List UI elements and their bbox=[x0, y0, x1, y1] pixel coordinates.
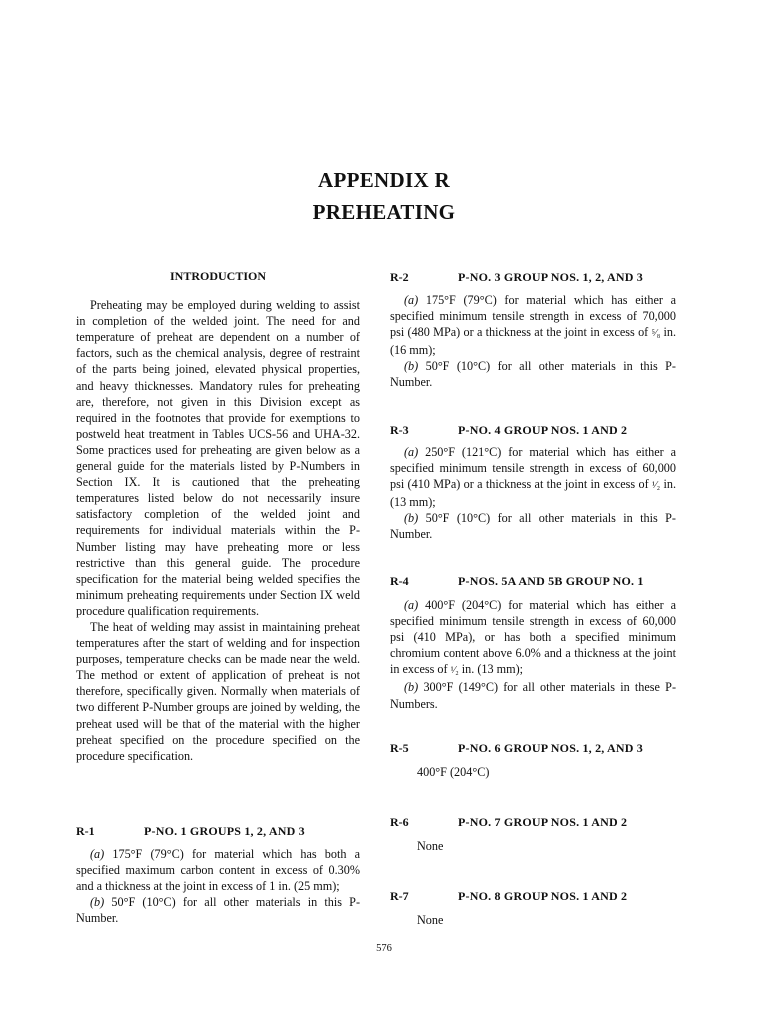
r3-item-a bbox=[390, 444, 676, 510]
r5-text: 400°F (204°C) bbox=[417, 765, 490, 779]
r3-a-text: 250°F (121°C) for material which has either a specified minimum tensile strength in excess of 60,000 psi (410 MPa) or a thickness at the joint in excess of bbox=[390, 445, 676, 492]
section-number-r6: R-6 bbox=[390, 815, 409, 829]
r2-item-a bbox=[390, 292, 676, 358]
section-heading-r4: P-NOS. 5A AND 5B GROUP NO. 1 bbox=[458, 574, 644, 588]
r1-item-a bbox=[76, 846, 360, 894]
section-number-r5: R-5 bbox=[390, 741, 409, 755]
section-heading-r1: P-NO. 1 GROUPS 1, 2, AND 3 bbox=[144, 824, 305, 838]
r1-b-label: (b) bbox=[90, 895, 105, 910]
r1-a-text: 175°F (79°C) for material which has both a specified maximum carbon content in excess of 0.30% and a thickness at the joint in excess of 1 in. (25 mm); bbox=[76, 847, 361, 894]
section-number-r4: R-4 bbox=[390, 574, 409, 588]
page-number: 576 bbox=[376, 943, 392, 954]
r6-text: None bbox=[417, 839, 444, 853]
section-body-r3 bbox=[390, 444, 676, 543]
r2-b-label: (b) bbox=[404, 359, 419, 374]
section-body-r7 bbox=[403, 912, 673, 928]
section-heading-r7: P-NO. 8 GROUP NOS. 1 AND 2 bbox=[458, 889, 628, 903]
appendix-title: APPENDIX R bbox=[318, 168, 450, 192]
r3-a-fraction: ¹⁄₂ bbox=[651, 480, 661, 492]
r2-a-tail: in. (16 mm); bbox=[390, 325, 677, 358]
section-heading-r5: P-NO. 6 GROUP NOS. 1, 2, AND 3 bbox=[458, 741, 644, 755]
section-heading-r6: P-NO. 7 GROUP NOS. 1 AND 2 bbox=[458, 815, 628, 829]
r3-b-label: (b) bbox=[404, 511, 419, 526]
section-body-r1 bbox=[76, 846, 360, 926]
intro-paragraph-2: The heat of welding may assist in maintaining preheat temperatures after the start of welding and for inspection purposes, temperature checks can be made near the weld. The method or extent of application of preheat is not therefore, specifically given. Normally when materials of two different P-Number groups are joined by welding, the preheat used will be that of the material with the higher preheat specified on the procedure specified on the procedure specification. bbox=[76, 619, 360, 763]
r3-item-b bbox=[390, 510, 676, 542]
r4-b-label: (b) bbox=[404, 680, 419, 695]
r4-a-label: (a) bbox=[404, 598, 419, 612]
r2-a-fraction: ⁵⁄₈ bbox=[651, 328, 661, 340]
r4-item-a bbox=[390, 597, 676, 679]
r4-a-fraction: ¹⁄₂ bbox=[450, 665, 459, 677]
r2-a-text: 175°F (79°C) for material which has either a specified minimum tensile strength in excess of 70,000 psi (480 MPa) or a thickness at the joint in excess of bbox=[390, 293, 677, 340]
r2-a-label: (a) bbox=[404, 293, 419, 307]
intro-heading: INTRODUCTION bbox=[169, 269, 266, 283]
r1-b-text: 50°F (10°C) for all other materials in this P-Number. bbox=[76, 895, 360, 926]
section-body-r4 bbox=[390, 597, 676, 712]
section-heading-r2: P-NO. 3 GROUP NOS. 1, 2, AND 3 bbox=[458, 270, 644, 284]
section-body-r6 bbox=[403, 838, 673, 854]
r4-b-text: 300°F (149°C) for all other materials in these P-Numbers. bbox=[390, 680, 677, 711]
r4-a-tail: in. (13 mm); bbox=[461, 662, 524, 677]
section-body-r2 bbox=[390, 292, 676, 391]
r7-text: None bbox=[417, 913, 444, 927]
section-number-r7: R-7 bbox=[390, 889, 409, 903]
section-number-r3: R-3 bbox=[390, 423, 409, 437]
section-body-r5 bbox=[403, 764, 673, 780]
r3-a-tail: in. (13 mm); bbox=[390, 477, 676, 510]
appendix-subtitle: PREHEATING bbox=[312, 200, 456, 224]
r4-a-text: 400°F (204°C) for material which has either a specified minimum tensile strength in excess of 60,000 psi (410 MPa), or has both a specified minimum chromium content above 6.0% and a thickness at the joint in excess of bbox=[390, 598, 676, 677]
section-number-r2: R-2 bbox=[390, 270, 409, 284]
r2-item-b bbox=[390, 358, 676, 390]
intro-section bbox=[76, 268, 360, 764]
section-heading-r3: P-NO. 4 GROUP NOS. 1 AND 2 bbox=[458, 423, 628, 437]
r3-b-text: 50°F (10°C) for all other materials in this P-Number. bbox=[390, 511, 676, 542]
r4-item-b bbox=[390, 679, 676, 711]
intro-paragraph-1: Preheating may be employed during welding to assist in completion of the welded joint. The need for and temperature of preheat are dependent on a number of factors, such as the chemical analysis, degree of restraint of the parts being joined, elevated physical properties, and heavy thicknesses. Mandatory rules for preheating are, therefore, not given in this Division except as required in the footnotes that provide for exemptions to postweld heat treatment in Tables UCS-56 and UHA-32. Some practices used for preheating are given below as a general guide for the materials listed by P-Numbers in Section IX. It is cautioned that the preheating temperatures listed below do not necessarily insure satisfactory completion of the welded joint and requirements for individual materials within the P-Number listing may have preheating more or less restrictive than this general guide. The procedure specification for the material being welded specifies the minimum preheating requirements under Section IX weld procedure qualification requirements. bbox=[76, 298, 360, 618]
r3-a-label: (a) bbox=[404, 445, 419, 459]
r1-a-label: (a) bbox=[90, 847, 105, 861]
section-number-r1: R-1 bbox=[76, 824, 95, 838]
r1-item-b bbox=[76, 894, 360, 926]
r2-b-text: 50°F (10°C) for all other materials in this P-Number. bbox=[390, 359, 676, 390]
